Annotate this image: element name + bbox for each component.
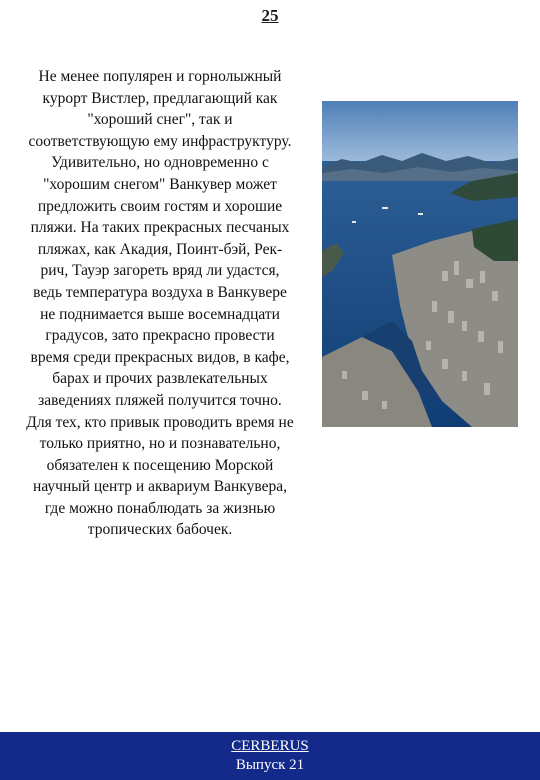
article-paragraph-2: Для тех, кто привык проводить время не только приятно, но и познавательно, обязателен к посещению Морской научный центр и аквариум Ванкувера, где можно понаблюдать за жизнью тропических бабочек. xyxy=(26,413,294,539)
page-number: 25 xyxy=(261,6,279,25)
issue-number: Выпуск 21 xyxy=(235,757,305,773)
article-text xyxy=(26,66,294,541)
magazine-title-link[interactable]: CERBERUS xyxy=(231,738,309,754)
footer-bar xyxy=(0,732,540,780)
aerial-city-photo xyxy=(322,101,518,427)
article-paragraph-1: Не менее популярен и горнолыжный курорт Вистлер, предлагающий как "хороший снег", так и соответствующую ему инфраструктуру. Удивительно, но одновременно с "хорошим снегом" Ванкувер может предложить своим гостям и хорошие пляжи. На таких прекрасных песчаных пляжах, как Акадия, Поинт-бэй, Рек-рич, Тауэр загореть вряд ли удастся, ведь температура воздуха в Ванкувере не поднимается выше восемнадцати градусов, зато прекрасно провести время среди прекрасных видов, в кафе, барах и прочих развлекательных заведениях пляжей получится точно. xyxy=(28,68,292,409)
